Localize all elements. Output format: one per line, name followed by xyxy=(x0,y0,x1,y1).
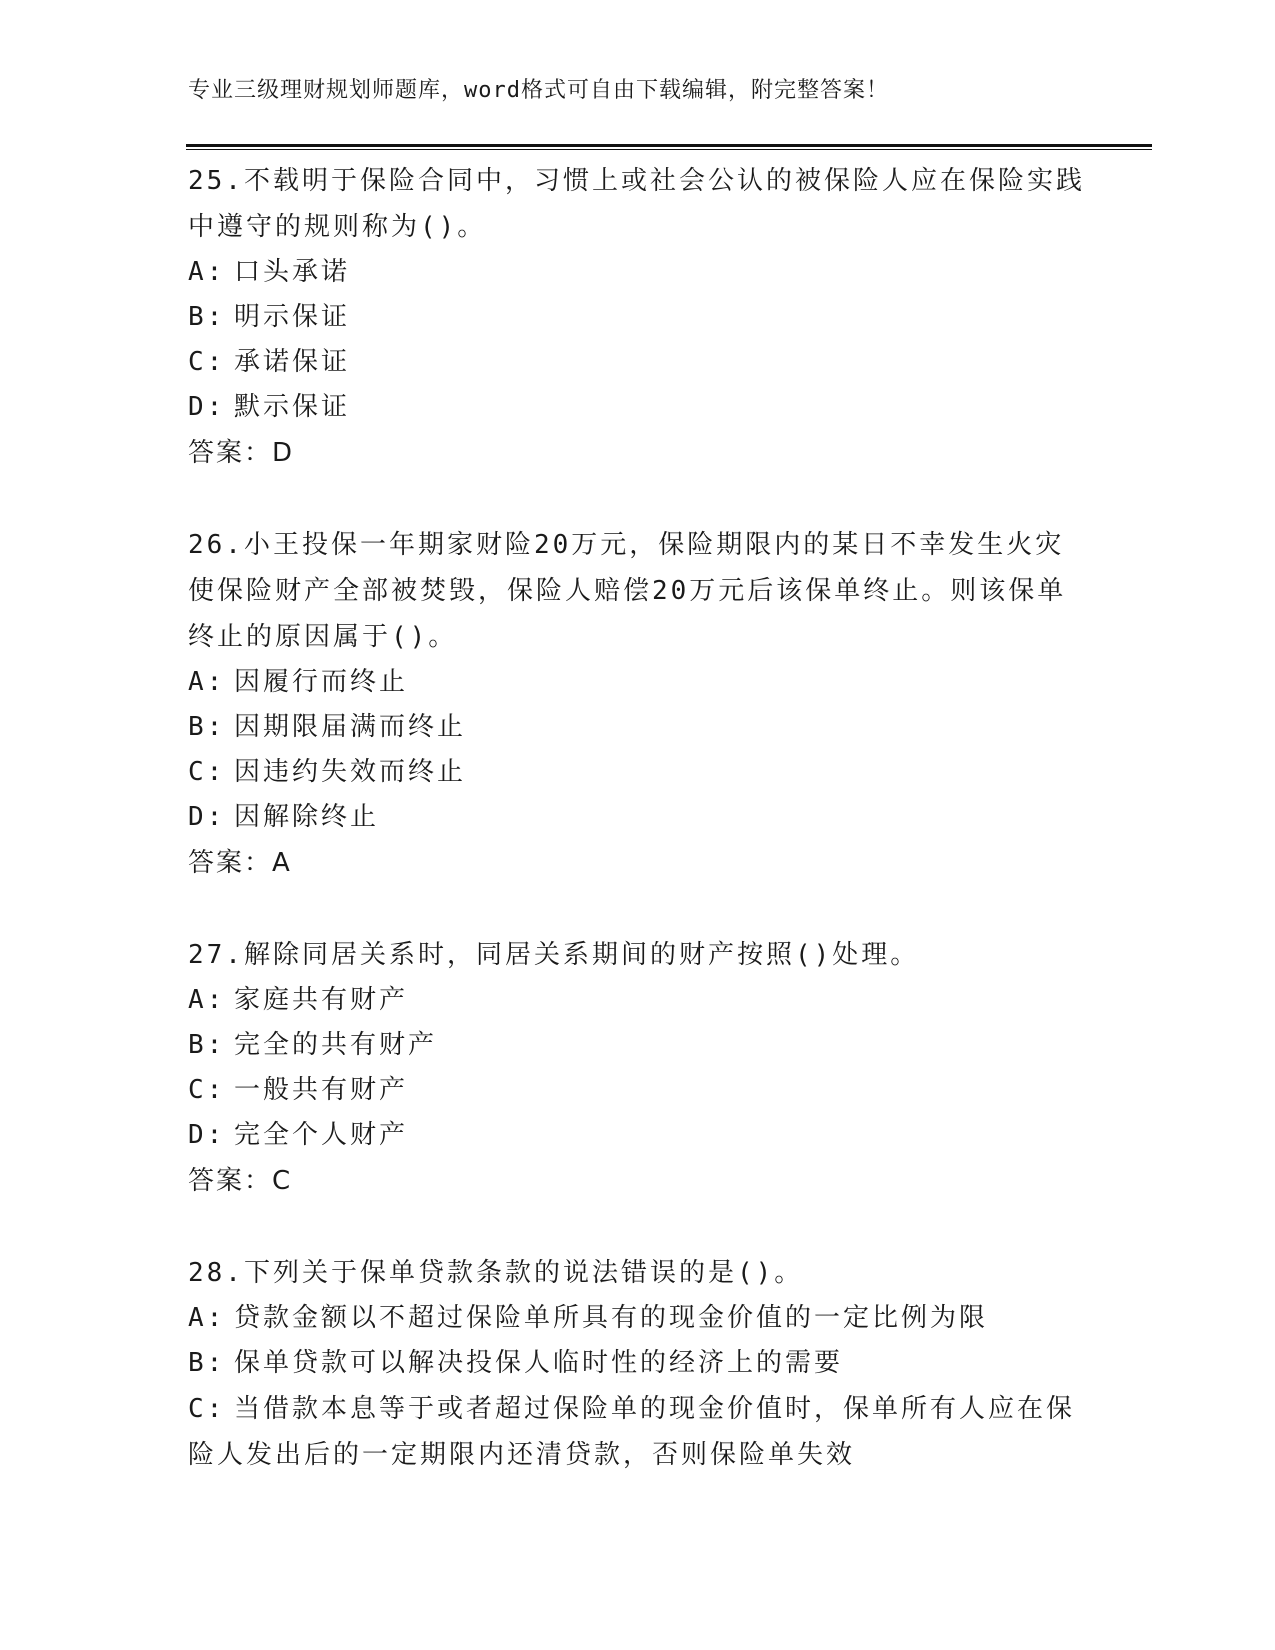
question-28 xyxy=(188,1250,1088,1478)
option-text: 因履行而终止 xyxy=(234,667,409,697)
option-letter: D: xyxy=(188,802,226,832)
option-letter: A: xyxy=(188,985,226,1015)
question-text: 27.解除同居关系时，同居关系期间的财产按照()处理。 xyxy=(188,940,920,970)
header-divider xyxy=(186,144,1152,150)
question-text: 25.不载明于保险合同中，习惯上或社会公认的被保险人应在保险实践中遵守的规则称为()。 xyxy=(188,166,1085,242)
question-text: 26.小王投保一年期家财险20万元，保险期限内的某日不幸发生火灾使保险财产全部被焚毁，保险人赔偿20万元后该保单终止。则该保单终止的原因属于()。 xyxy=(188,530,1067,652)
option-text: 明示保证 xyxy=(234,302,351,332)
option-text: 默示保证 xyxy=(234,392,351,422)
option-b xyxy=(188,1341,1088,1386)
option-b xyxy=(188,295,1088,340)
answer-line: 答案：D xyxy=(188,438,295,468)
option-text: 完全的共有财产 xyxy=(234,1030,438,1060)
option-c xyxy=(188,750,1088,795)
option-text: 因期限届满而终止 xyxy=(234,712,467,742)
question-26 xyxy=(188,522,1088,886)
option-text: 家庭共有财产 xyxy=(234,985,409,1015)
question-27 xyxy=(188,932,1088,1204)
option-letter: C: xyxy=(188,757,226,787)
option-a xyxy=(188,1296,1088,1341)
option-a xyxy=(188,250,1088,295)
option-d xyxy=(188,385,1088,430)
option-letter: A: xyxy=(188,1303,226,1333)
option-text: 保单贷款可以解决投保人临时性的经济上的需要 xyxy=(234,1348,844,1378)
option-letter: C: xyxy=(188,347,226,377)
option-text: 口头承诺 xyxy=(234,257,351,287)
option-letter: A: xyxy=(188,257,226,287)
option-d xyxy=(188,795,1088,840)
question-text: 28.下列关于保单贷款条款的说法错误的是()。 xyxy=(188,1258,804,1288)
question-25 xyxy=(188,158,1088,476)
option-letter: D: xyxy=(188,392,226,422)
answer-line: 答案：C xyxy=(188,1166,293,1196)
option-b xyxy=(188,1023,1088,1068)
option-c xyxy=(188,1068,1088,1113)
option-c xyxy=(188,340,1088,385)
option-a xyxy=(188,660,1088,705)
option-letter: D: xyxy=(188,1120,226,1150)
option-text: 承诺保证 xyxy=(234,347,351,377)
header-divider-thick xyxy=(186,144,1152,147)
option-letter: B: xyxy=(188,1030,226,1060)
option-a xyxy=(188,978,1088,1023)
option-letter: B: xyxy=(188,302,226,332)
question-list xyxy=(188,158,1088,1524)
option-letter: C: xyxy=(188,1075,226,1105)
option-letter: B: xyxy=(188,712,226,742)
header-divider-thin xyxy=(186,149,1152,150)
option-text: 当借款本息等于或者超过保险单的现金价值时，保单所有人应在保险人发出后的一定期限内还清贷款，否则保险单失效 xyxy=(188,1394,1076,1470)
option-letter: B: xyxy=(188,1348,226,1378)
option-text: 因违约失效而终止 xyxy=(234,757,467,787)
option-c xyxy=(188,1386,1088,1478)
option-b xyxy=(188,705,1088,750)
header-note: 专业三级理财规划师题库，word格式可自由下载编辑，附完整答案！ xyxy=(188,78,889,103)
option-d xyxy=(188,1113,1088,1158)
option-text: 因解除终止 xyxy=(234,802,380,832)
answer-line: 答案：A xyxy=(188,848,292,878)
option-text: 贷款金额以不超过保险单所具有的现金价值的一定比例为限 xyxy=(234,1303,989,1333)
option-letter: C: xyxy=(188,1394,226,1424)
option-text: 一般共有财产 xyxy=(234,1075,409,1105)
option-letter: A: xyxy=(188,667,226,697)
option-text: 完全个人财产 xyxy=(234,1120,409,1150)
